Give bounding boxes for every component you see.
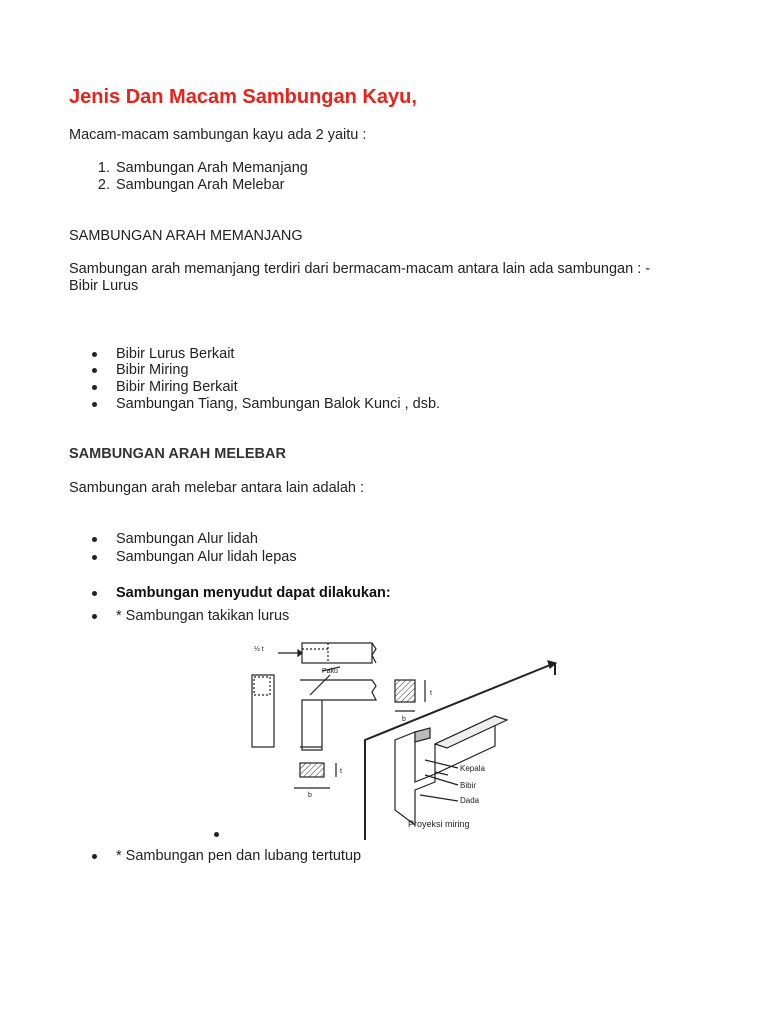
list-item (116, 531, 258, 547)
dim-b-label: b (402, 716, 406, 723)
memanjang-description-line1: Sambungan arah memanjang terdiri dari bermacam-macam antara lain ada sambungan : - (69, 261, 651, 277)
proyeksi-label: Proyeksi miring (408, 819, 470, 829)
list-item-label: Sambungan menyudut dapat dilakukan: (116, 585, 391, 601)
list-item (97, 160, 308, 176)
dim-t-label: t (430, 690, 432, 697)
list-item-label: * Sambungan pen dan lubang tertutup (116, 848, 362, 864)
dada-label: Dada (460, 796, 480, 805)
bibir-label: Bibir (460, 781, 477, 790)
dim-half-t-label: ½ t (254, 646, 264, 653)
dim-t-label: t (340, 768, 342, 775)
break-line (372, 643, 376, 663)
left-post (252, 675, 274, 747)
list-number: 2. (97, 177, 110, 193)
dim-b-label: b (308, 792, 312, 799)
bullet-icon (92, 368, 97, 373)
list-item (116, 346, 234, 362)
paku-label: Paku (322, 668, 338, 675)
list-number: 1. (97, 160, 110, 176)
list-item (97, 177, 285, 193)
bullet-icon (92, 854, 97, 859)
bullet-icon (92, 385, 97, 390)
list-item (116, 396, 440, 412)
top-beam (302, 643, 372, 663)
list-item-label: Bibir Miring (116, 362, 189, 378)
melebar-description: Sambungan arah melebar antara lain adalah : (69, 480, 365, 496)
bullet-icon (214, 832, 219, 837)
list-item-label: Sambungan Alur lidah (116, 531, 258, 547)
intro-text: Macam-macam sambungan kayu ada 2 yaitu : (69, 127, 367, 143)
bullet-icon (92, 537, 97, 542)
list-item-label: Bibir Lurus Berkait (116, 346, 235, 362)
joint-diagram (230, 635, 560, 845)
list-item-label: Bibir Miring Berkait (116, 379, 238, 395)
memanjang-description-line2: Bibir Lurus (69, 278, 139, 294)
list-item (116, 848, 361, 864)
list-item-label: Sambungan Tiang, Sambungan Balok Kunci , dsb. (116, 396, 441, 412)
list-item (116, 362, 189, 378)
page-title: Jenis Dan Macam Sambungan Kayu, (69, 86, 417, 108)
section-square (395, 680, 415, 702)
list-item-label: Sambungan Alur lidah lepas (116, 549, 297, 565)
section-rect (300, 763, 324, 777)
section-heading-melebar: SAMBUNGAN ARAH MELEBAR (69, 446, 286, 462)
list-item-label: * Sambungan takikan lurus (116, 608, 290, 624)
list-item-label: Sambungan Arah Melebar (116, 177, 285, 193)
list-item (116, 379, 238, 395)
list-item (116, 549, 297, 565)
section-heading-memanjang: SAMBUNGAN ARAH MEMANJANG (69, 228, 303, 244)
bullet-icon (92, 614, 97, 619)
list-item-label: Sambungan Arah Memanjang (116, 160, 308, 176)
bullet-icon (92, 402, 97, 407)
list-item (116, 608, 289, 624)
bullet-icon (92, 591, 97, 596)
list-item (116, 585, 391, 601)
bullet-icon (92, 555, 97, 560)
bullet-icon (92, 352, 97, 357)
kepala-label: Kepala (460, 764, 485, 773)
